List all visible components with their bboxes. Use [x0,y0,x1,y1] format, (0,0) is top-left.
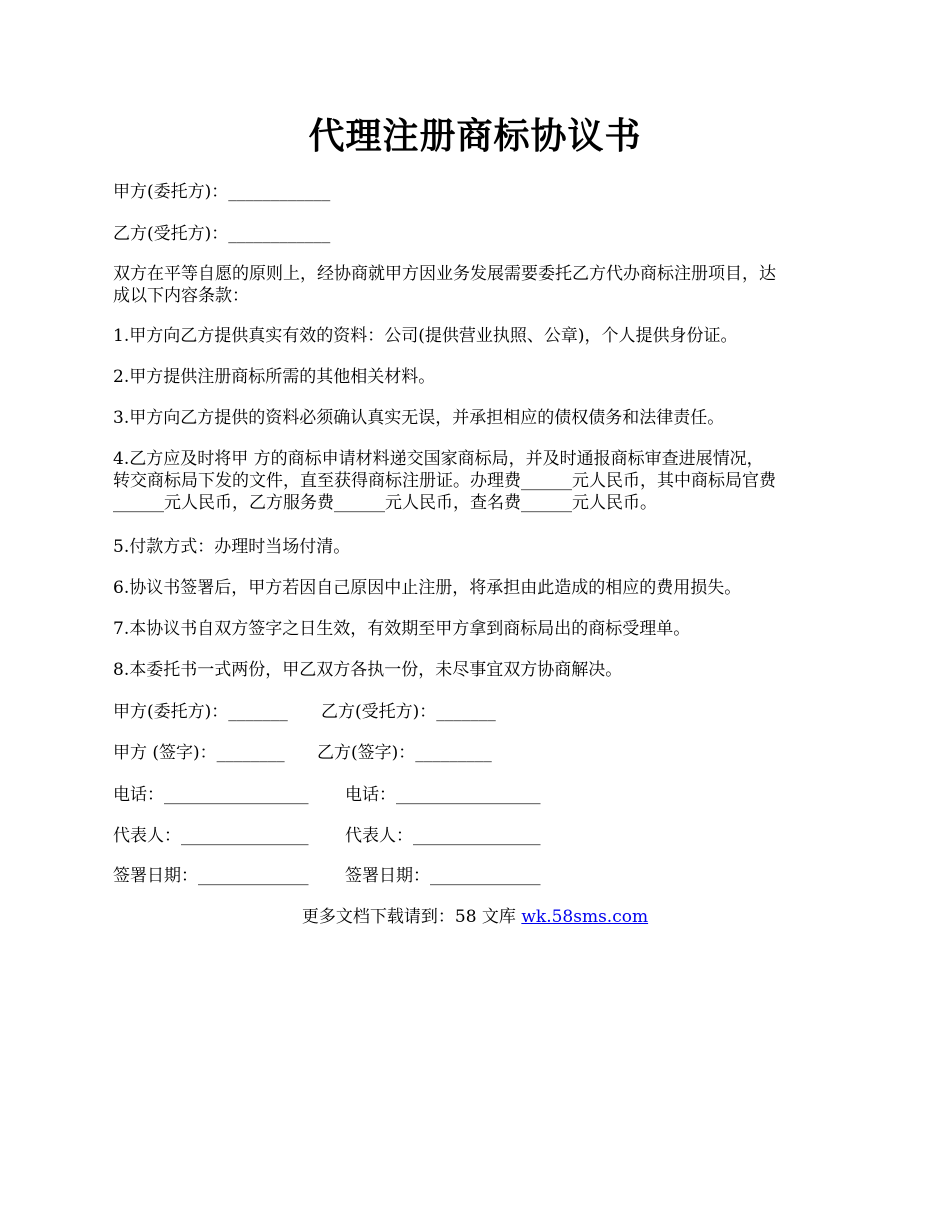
signature-row-date [113,864,843,888]
signature-party-a-sign: 甲方 (签字)：________ [113,743,285,763]
clause-2: 2.甲方提供注册商标所需的其他相关材料。 [113,367,436,387]
phone-a: 电话：_________________ [113,785,309,805]
phone-b: 电话：_________________ [345,785,541,805]
clause-4-line-1: 4.乙方应及时将甲 方的商标申请材料递交国家商标局，并及时通报商标审查进展情况， [113,449,764,469]
signature-party-a: 甲方(委托方)：_______ [113,702,288,722]
signature-row-phone [113,783,843,807]
clause-4 [113,448,843,514]
clause-8: 8.本委托书一式两份，甲乙双方各执一份，未尽事宜双方协商解决。 [113,660,623,680]
clause-5: 5.付款方式：办理时当场付清。 [113,537,351,557]
signature-row-sign [113,741,843,765]
clause-3: 3.甲方向乙方提供的资料必须确认真实无误，并承担相应的债权债务和法律责任。 [113,408,725,428]
intro-line-1: 双方在平等自愿的原则上，经协商就甲方因业务发展需要委托乙方代办商标注册项目，达 [113,264,776,284]
date-a: 签署日期：_____________ [113,866,309,886]
signature-party-b-sign: 乙方(签字)：_________ [317,743,492,763]
clause-4-line-3: ______元人民币，乙方服务费______元人民币，查名费______元人民币。 [113,493,657,513]
signature-party-b: 乙方(受托方)：_______ [321,702,496,722]
signature-row-parties [113,700,843,724]
footer-link[interactable]: wk.58sms.com [521,907,649,927]
intro-line-2: 成以下内容条款： [113,286,249,306]
intro-paragraph [113,263,843,307]
date-b: 签署日期：_____________ [345,866,541,886]
clause-6: 6.协议书签署后，甲方若因自己原因中止注册，将承担由此造成的相应的费用损失。 [113,578,742,598]
clause-4-line-2: 转交商标局下发的文件，直至获得商标注册证。办理费______元人民币，其中商标局官费 [113,471,776,491]
party-b-line: 乙方(受托方)：____________ [113,224,331,244]
signature-row-representative [113,824,843,848]
party-a-line: 甲方(委托方)：____________ [113,182,331,202]
footer [0,905,950,929]
footer-text: 更多文档下载请到：58 文库 [301,907,522,927]
representative-b: 代表人：_______________ [345,826,541,846]
clause-7: 7.本协议书自双方签字之日生效，有效期至甲方拿到商标局出的商标受理单。 [113,619,691,639]
representative-a: 代表人：_______________ [113,826,309,846]
clause-1: 1.甲方向乙方提供真实有效的资料：公司(提供营业执照、公章)，个人提供身份证。 [113,326,738,346]
document-title: 代理注册商标协议书 [308,115,642,157]
